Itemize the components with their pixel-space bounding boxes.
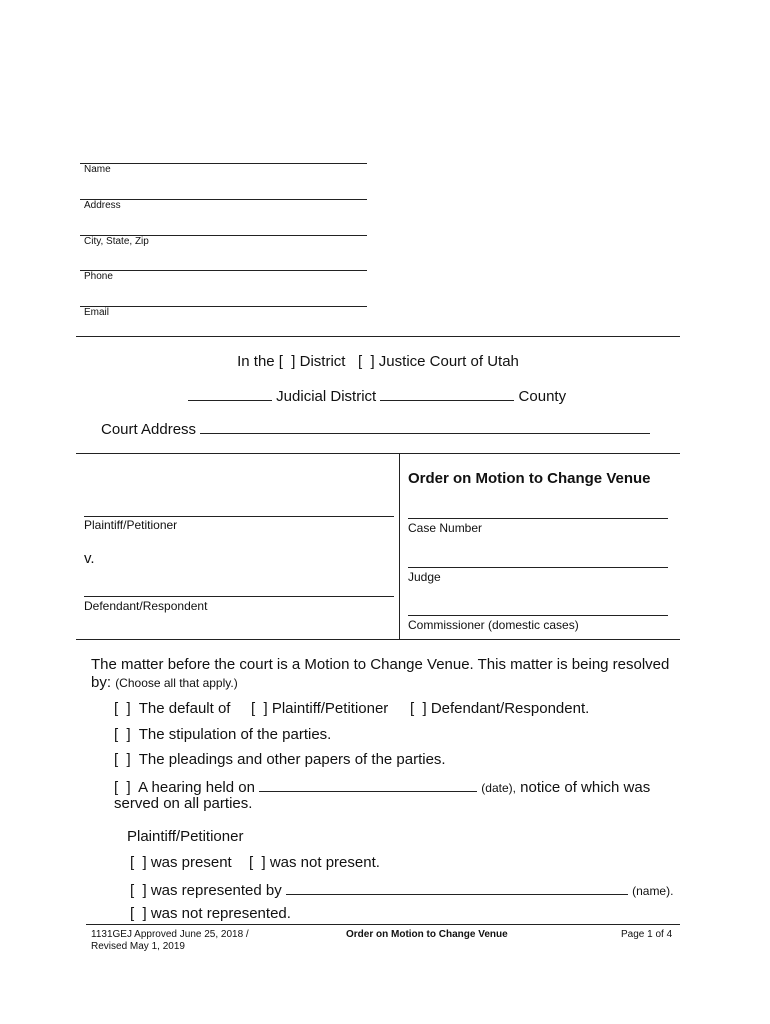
city-state-zip-label: City, State, Zip bbox=[84, 236, 149, 247]
county-blank[interactable] bbox=[380, 386, 514, 401]
court-address-label: Court Address bbox=[101, 421, 197, 438]
judge-line[interactable] bbox=[408, 567, 668, 568]
was-represented-checkbox[interactable]: [ ] was represented by bbox=[130, 882, 282, 899]
choose-note: (Choose all that apply.) bbox=[115, 676, 238, 690]
commissioner-label: Commissioner (domestic cases) bbox=[408, 618, 579, 632]
intro-paragraph bbox=[91, 656, 681, 692]
address-line[interactable] bbox=[80, 199, 367, 200]
judicial-district-row bbox=[188, 386, 566, 405]
phone-line[interactable] bbox=[80, 270, 367, 271]
hearing-date-note: (date), bbox=[481, 781, 516, 795]
email-line[interactable] bbox=[80, 306, 367, 307]
address-label: Address bbox=[84, 200, 121, 211]
intro-text: The matter before the court is a Motion to Change Venue. This matter is being resolved by: bbox=[91, 656, 670, 691]
representative-name-blank[interactable] bbox=[286, 880, 628, 895]
name-line[interactable] bbox=[80, 163, 367, 164]
was-present-checkbox[interactable]: [ ] was present bbox=[130, 854, 232, 871]
name-note: (name). bbox=[632, 884, 674, 898]
defendant-line[interactable] bbox=[84, 596, 394, 597]
county-label: County bbox=[518, 388, 567, 405]
case-number-label: Case Number bbox=[408, 521, 483, 535]
plaintiff-heading: Plaintiff/Petitioner bbox=[127, 828, 244, 845]
case-number-line[interactable] bbox=[408, 518, 668, 519]
form-id-line1: 1131GEJ Approved June 25, 2018 / bbox=[91, 929, 249, 940]
hearing-date-blank[interactable] bbox=[259, 777, 477, 792]
default-of-text[interactable]: [ ] The default of bbox=[114, 700, 231, 717]
form-id bbox=[91, 929, 249, 953]
defendant-label: Defendant/Respondent bbox=[84, 599, 208, 613]
served-text: served on all parties. bbox=[114, 795, 253, 812]
hearing-notice-text: notice of which was bbox=[520, 779, 651, 796]
hearing-checkbox[interactable]: [ ] A hearing held on bbox=[114, 779, 255, 796]
default-plaintiff-checkbox[interactable]: [ ] Plaintiff/Petitioner bbox=[251, 700, 389, 717]
page-number: Page 1 of 4 bbox=[621, 929, 673, 940]
not-represented-checkbox[interactable]: [ ] was not represented. bbox=[130, 905, 291, 922]
court-address-blank[interactable] bbox=[200, 419, 650, 434]
court-address-row bbox=[101, 419, 650, 438]
header-divider bbox=[76, 336, 680, 337]
pleadings-checkbox[interactable]: [ ] The pleadings and other papers of the parties. bbox=[114, 751, 446, 768]
caption-vertical-divider bbox=[399, 453, 400, 639]
plaintiff-label: Plaintiff/Petitioner bbox=[84, 518, 178, 532]
name-label: Name bbox=[84, 164, 111, 175]
caption-top-rule bbox=[76, 453, 680, 454]
represented-row bbox=[130, 880, 673, 899]
judge-label: Judge bbox=[408, 570, 441, 584]
commissioner-line[interactable] bbox=[408, 615, 668, 616]
judicial-district-blank[interactable] bbox=[188, 386, 272, 401]
plaintiff-line[interactable] bbox=[84, 516, 394, 517]
caption-bottom-rule bbox=[76, 639, 680, 640]
hearing-row bbox=[114, 777, 650, 796]
versus-text: v. bbox=[84, 550, 95, 567]
form-id-line2: Revised May 1, 2019 bbox=[91, 941, 185, 952]
judicial-district-label: Judicial District bbox=[276, 388, 377, 405]
stipulation-checkbox[interactable]: [ ] The stipulation of the parties. bbox=[114, 726, 332, 743]
footer-rule bbox=[86, 924, 680, 925]
default-defendant-checkbox[interactable]: [ ] Defendant/Respondent. bbox=[410, 700, 590, 717]
order-title: Order on Motion to Change Venue bbox=[408, 470, 651, 487]
email-label: Email bbox=[84, 307, 110, 318]
was-not-present-checkbox[interactable]: [ ] was not present. bbox=[249, 854, 380, 871]
court-type-line: In the [ ] District [ ] Justice Court of Utah bbox=[237, 353, 519, 370]
footer-title: Order on Motion to Change Venue bbox=[346, 929, 508, 940]
phone-label: Phone bbox=[84, 271, 113, 282]
